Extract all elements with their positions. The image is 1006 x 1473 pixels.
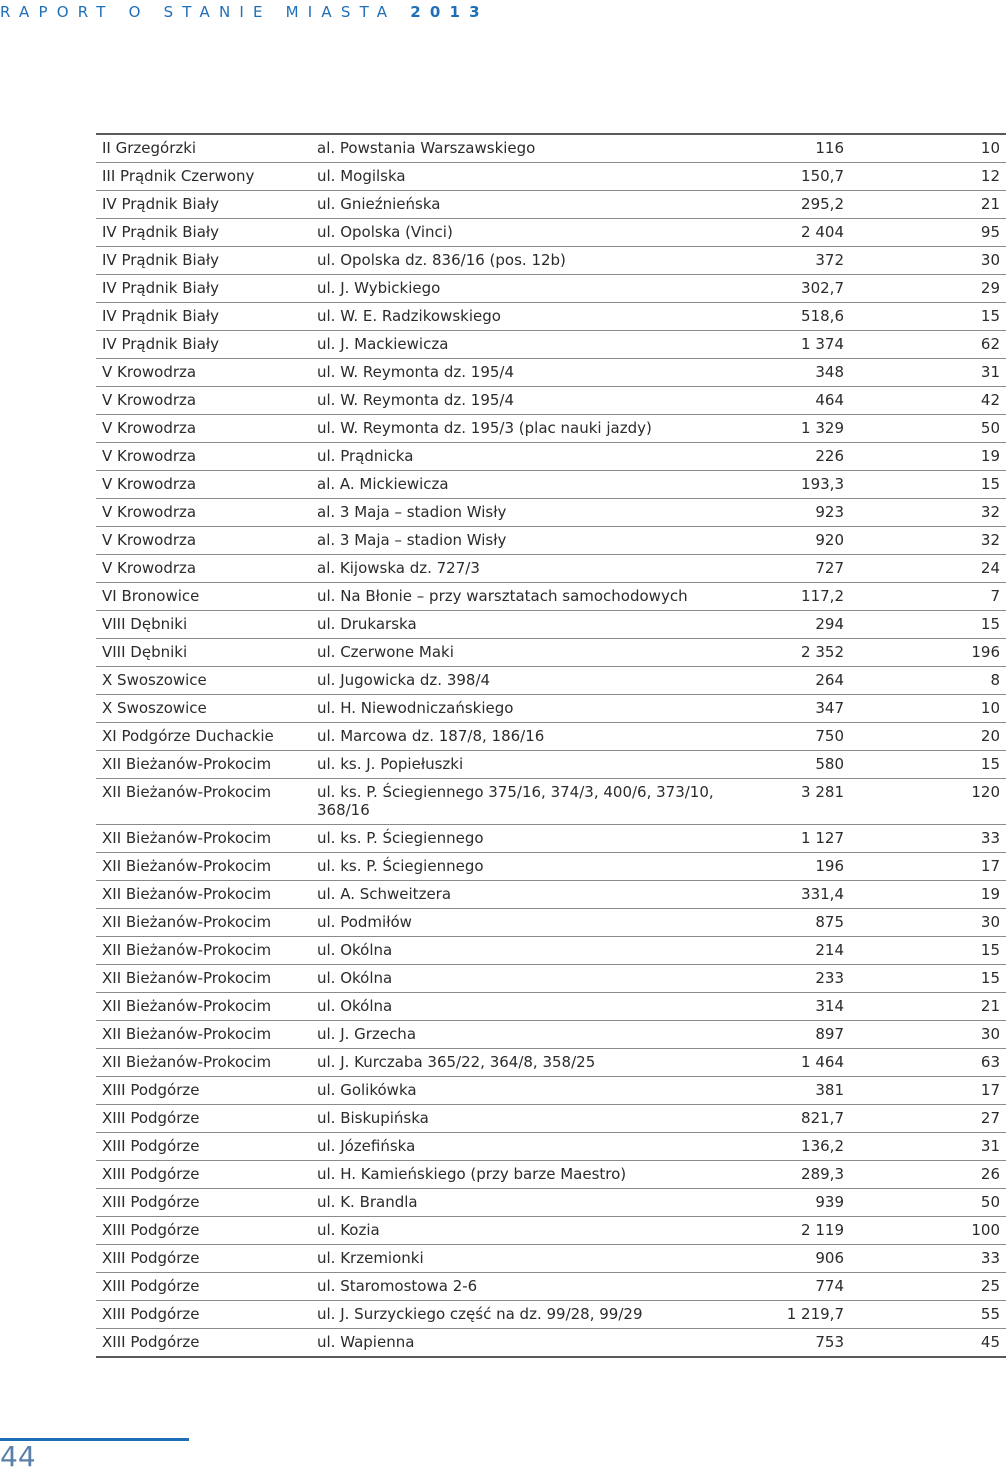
table-row — [96, 527, 1006, 555]
report-title: RAPORT O STANIE MIASTA — [0, 3, 397, 21]
location-cell: ul. ks. P. Ściegiennego — [311, 853, 748, 881]
district-cell: XIII Podgórze — [96, 1329, 311, 1358]
district-cell: IV Prądnik Biały — [96, 219, 311, 247]
location-cell: ul. Gnieźnieńska — [311, 191, 748, 219]
district-cell: XIII Podgórze — [96, 1273, 311, 1301]
district-cell: V Krowodrza — [96, 443, 311, 471]
spaces-cell: 95 — [850, 219, 1006, 247]
location-cell: ul. Marcowa dz. 187/8, 186/16 — [311, 723, 748, 751]
area-cell: 302,7 — [748, 275, 850, 303]
district-cell: V Krowodrza — [96, 387, 311, 415]
table-row — [96, 191, 1006, 219]
area-cell: 331,4 — [748, 881, 850, 909]
location-cell: ul. Jugowicka dz. 398/4 — [311, 667, 748, 695]
location-cell: ul. Opolska dz. 836/16 (pos. 12b) — [311, 247, 748, 275]
spaces-cell: 10 — [850, 134, 1006, 163]
spaces-cell: 7 — [850, 583, 1006, 611]
spaces-cell: 26 — [850, 1161, 1006, 1189]
table-row — [96, 387, 1006, 415]
spaces-cell: 196 — [850, 639, 1006, 667]
district-cell: VI Bronowice — [96, 583, 311, 611]
table-row — [96, 853, 1006, 881]
spaces-cell: 32 — [850, 527, 1006, 555]
table-row — [96, 723, 1006, 751]
spaces-cell: 30 — [850, 247, 1006, 275]
district-cell: IV Prądnik Biały — [96, 247, 311, 275]
area-cell: 295,2 — [748, 191, 850, 219]
district-cell: VIII Dębniki — [96, 611, 311, 639]
table-row — [96, 1021, 1006, 1049]
spaces-cell: 29 — [850, 275, 1006, 303]
area-cell: 117,2 — [748, 583, 850, 611]
spaces-cell: 8 — [850, 667, 1006, 695]
district-cell: XIII Podgórze — [96, 1217, 311, 1245]
spaces-cell: 24 — [850, 555, 1006, 583]
area-cell: 348 — [748, 359, 850, 387]
spaces-cell: 27 — [850, 1105, 1006, 1133]
location-cell: ul. W. Reymonta dz. 195/4 — [311, 387, 748, 415]
location-cell: ul. J. Mackiewicza — [311, 331, 748, 359]
table-row — [96, 555, 1006, 583]
area-cell: 821,7 — [748, 1105, 850, 1133]
table-row — [96, 1245, 1006, 1273]
location-cell: ul. Podmiłów — [311, 909, 748, 937]
spaces-cell: 100 — [850, 1217, 1006, 1245]
location-cell: ul. Na Błonie – przy warsztatach samochodowych — [311, 583, 748, 611]
district-cell: XII Bieżanów-Prokocim — [96, 937, 311, 965]
location-cell: ul. H. Niewodniczańskiego — [311, 695, 748, 723]
area-cell: 150,7 — [748, 163, 850, 191]
district-cell: XII Bieżanów-Prokocim — [96, 779, 311, 825]
district-cell: IV Prądnik Biały — [96, 191, 311, 219]
location-cell: al. Powstania Warszawskiego — [311, 134, 748, 163]
area-cell: 1 374 — [748, 331, 850, 359]
spaces-cell: 20 — [850, 723, 1006, 751]
table-row — [96, 1273, 1006, 1301]
location-cell: al. Kijowska dz. 727/3 — [311, 555, 748, 583]
spaces-cell: 15 — [850, 303, 1006, 331]
district-cell: XIII Podgórze — [96, 1077, 311, 1105]
district-cell: XII Bieżanów-Prokocim — [96, 965, 311, 993]
district-cell: X Swoszowice — [96, 667, 311, 695]
table-row — [96, 881, 1006, 909]
table-row — [96, 779, 1006, 825]
location-cell: ul. J. Wybickiego — [311, 275, 748, 303]
location-cell: ul. W. Reymonta dz. 195/3 (plac nauki jazdy) — [311, 415, 748, 443]
parking-table — [96, 133, 1006, 1358]
location-cell: ul. A. Schweitzera — [311, 881, 748, 909]
location-cell: ul. Okólna — [311, 993, 748, 1021]
district-cell: XII Bieżanów-Prokocim — [96, 825, 311, 853]
district-cell: V Krowodrza — [96, 471, 311, 499]
district-cell: XI Podgórze Duchackie — [96, 723, 311, 751]
district-cell: V Krowodrza — [96, 359, 311, 387]
table-row — [96, 639, 1006, 667]
table-row — [96, 909, 1006, 937]
table-row — [96, 1105, 1006, 1133]
district-cell: XII Bieżanów-Prokocim — [96, 751, 311, 779]
district-cell: IV Prądnik Biały — [96, 303, 311, 331]
area-cell: 464 — [748, 387, 850, 415]
location-cell: ul. Kozia — [311, 1217, 748, 1245]
table-row — [96, 937, 1006, 965]
table-row — [96, 583, 1006, 611]
table-row — [96, 219, 1006, 247]
district-cell: V Krowodrza — [96, 415, 311, 443]
district-cell: V Krowodrza — [96, 555, 311, 583]
table-row — [96, 1301, 1006, 1329]
area-cell: 372 — [748, 247, 850, 275]
area-cell: 294 — [748, 611, 850, 639]
area-cell: 518,6 — [748, 303, 850, 331]
location-cell: ul. W. E. Radzikowskiego — [311, 303, 748, 331]
district-cell: X Swoszowice — [96, 695, 311, 723]
spaces-cell: 63 — [850, 1049, 1006, 1077]
spaces-cell: 10 — [850, 695, 1006, 723]
area-cell: 1 329 — [748, 415, 850, 443]
location-cell: ul. K. Brandla — [311, 1189, 748, 1217]
location-cell: ul. J. Kurczaba 365/22, 364/8, 358/25 — [311, 1049, 748, 1077]
location-cell: ul. Opolska (Vinci) — [311, 219, 748, 247]
table-row — [96, 303, 1006, 331]
table-row — [96, 1077, 1006, 1105]
district-cell: V Krowodrza — [96, 527, 311, 555]
district-cell: XIII Podgórze — [96, 1161, 311, 1189]
table-row — [96, 499, 1006, 527]
district-cell: V Krowodrza — [96, 499, 311, 527]
table-row — [96, 1217, 1006, 1245]
table-row — [96, 1133, 1006, 1161]
district-cell: XII Bieżanów-Prokocim — [96, 1021, 311, 1049]
area-cell: 923 — [748, 499, 850, 527]
area-cell: 2 119 — [748, 1217, 850, 1245]
district-cell: IV Prądnik Biały — [96, 331, 311, 359]
table-row — [96, 667, 1006, 695]
area-cell: 314 — [748, 993, 850, 1021]
report-header — [0, 3, 489, 21]
table-row — [96, 695, 1006, 723]
area-cell: 906 — [748, 1245, 850, 1273]
location-cell: ul. Okólna — [311, 937, 748, 965]
area-cell: 920 — [748, 527, 850, 555]
location-cell: ul. J. Surzyckiego część na dz. 99/28, 99/29 — [311, 1301, 748, 1329]
location-cell: ul. ks. J. Popiełuszki — [311, 751, 748, 779]
spaces-cell: 17 — [850, 853, 1006, 881]
location-cell: ul. Biskupińska — [311, 1105, 748, 1133]
spaces-cell: 15 — [850, 611, 1006, 639]
spaces-cell: 21 — [850, 993, 1006, 1021]
area-cell: 264 — [748, 667, 850, 695]
location-cell: ul. Wapienna — [311, 1329, 748, 1358]
area-cell: 2 404 — [748, 219, 850, 247]
location-cell: ul. Krzemionki — [311, 1245, 748, 1273]
area-cell: 1 127 — [748, 825, 850, 853]
spaces-cell: 55 — [850, 1301, 1006, 1329]
location-cell: ul. Czerwone Maki — [311, 639, 748, 667]
spaces-cell: 42 — [850, 387, 1006, 415]
spaces-cell: 32 — [850, 499, 1006, 527]
table-row — [96, 471, 1006, 499]
location-cell: ul. Drukarska — [311, 611, 748, 639]
district-cell: XII Bieżanów-Prokocim — [96, 993, 311, 1021]
location-cell: ul. Mogilska — [311, 163, 748, 191]
area-cell: 196 — [748, 853, 850, 881]
table-row — [96, 415, 1006, 443]
table-row — [96, 359, 1006, 387]
location-cell: ul. ks. P. Ściegiennego — [311, 825, 748, 853]
table-row — [96, 1161, 1006, 1189]
spaces-cell: 31 — [850, 359, 1006, 387]
area-cell: 347 — [748, 695, 850, 723]
district-cell: VIII Dębniki — [96, 639, 311, 667]
table-row — [96, 1189, 1006, 1217]
location-cell: ul. H. Kamieńskiego (przy barze Maestro) — [311, 1161, 748, 1189]
table-row — [96, 965, 1006, 993]
district-cell: III Prądnik Czerwony — [96, 163, 311, 191]
spaces-cell: 50 — [850, 415, 1006, 443]
district-cell: XII Bieżanów-Prokocim — [96, 881, 311, 909]
spaces-cell: 30 — [850, 1021, 1006, 1049]
district-cell: XIII Podgórze — [96, 1105, 311, 1133]
area-cell: 1 464 — [748, 1049, 850, 1077]
location-cell: al. 3 Maja – stadion Wisły — [311, 527, 748, 555]
spaces-cell: 17 — [850, 1077, 1006, 1105]
district-cell: XII Bieżanów-Prokocim — [96, 1049, 311, 1077]
spaces-cell: 120 — [850, 779, 1006, 825]
table-row — [96, 993, 1006, 1021]
location-cell: ul. Staromostowa 2-6 — [311, 1273, 748, 1301]
spaces-cell: 19 — [850, 881, 1006, 909]
district-cell: II Grzegórzki — [96, 134, 311, 163]
page-number: 44 — [0, 1440, 36, 1473]
spaces-cell: 21 — [850, 191, 1006, 219]
district-cell: IV Prądnik Biały — [96, 275, 311, 303]
location-cell: al. 3 Maja – stadion Wisły — [311, 499, 748, 527]
location-cell: ul. J. Grzecha — [311, 1021, 748, 1049]
area-cell: 3 281 — [748, 779, 850, 825]
area-cell: 214 — [748, 937, 850, 965]
area-cell: 233 — [748, 965, 850, 993]
table-row — [96, 331, 1006, 359]
table-row — [96, 1049, 1006, 1077]
spaces-cell: 45 — [850, 1329, 1006, 1358]
location-cell: ul. W. Reymonta dz. 195/4 — [311, 359, 748, 387]
location-cell: ul. ks. P. Ściegiennego 375/16, 374/3, 400/6, 373/10, 368/16 — [311, 779, 748, 825]
district-cell: XIII Podgórze — [96, 1245, 311, 1273]
spaces-cell: 19 — [850, 443, 1006, 471]
area-cell: 289,3 — [748, 1161, 850, 1189]
spaces-cell: 33 — [850, 1245, 1006, 1273]
location-cell: ul. Prądnicka — [311, 443, 748, 471]
area-cell: 2 352 — [748, 639, 850, 667]
table-row — [96, 163, 1006, 191]
table-row — [96, 1329, 1006, 1358]
table-row — [96, 275, 1006, 303]
spaces-cell: 30 — [850, 909, 1006, 937]
area-cell: 580 — [748, 751, 850, 779]
spaces-cell: 25 — [850, 1273, 1006, 1301]
area-cell: 136,2 — [748, 1133, 850, 1161]
area-cell: 727 — [748, 555, 850, 583]
district-cell: XII Bieżanów-Prokocim — [96, 853, 311, 881]
table-row — [96, 134, 1006, 163]
area-cell: 774 — [748, 1273, 850, 1301]
spaces-cell: 50 — [850, 1189, 1006, 1217]
location-cell: al. A. Mickiewicza — [311, 471, 748, 499]
district-cell: XIII Podgórze — [96, 1189, 311, 1217]
table-row — [96, 751, 1006, 779]
table-row — [96, 825, 1006, 853]
spaces-cell: 15 — [850, 937, 1006, 965]
area-cell: 116 — [748, 134, 850, 163]
spaces-cell: 15 — [850, 471, 1006, 499]
spaces-cell: 33 — [850, 825, 1006, 853]
table-row — [96, 611, 1006, 639]
spaces-cell: 15 — [850, 965, 1006, 993]
area-cell: 875 — [748, 909, 850, 937]
district-cell: XIII Podgórze — [96, 1133, 311, 1161]
area-cell: 939 — [748, 1189, 850, 1217]
area-cell: 897 — [748, 1021, 850, 1049]
area-cell: 750 — [748, 723, 850, 751]
spaces-cell: 15 — [850, 751, 1006, 779]
area-cell: 1 219,7 — [748, 1301, 850, 1329]
location-cell: ul. Golikówka — [311, 1077, 748, 1105]
area-cell: 193,3 — [748, 471, 850, 499]
spaces-cell: 31 — [850, 1133, 1006, 1161]
table-row — [96, 443, 1006, 471]
area-cell: 381 — [748, 1077, 850, 1105]
report-year: 2013 — [410, 3, 489, 21]
location-cell: ul. Józefińska — [311, 1133, 748, 1161]
spaces-cell: 62 — [850, 331, 1006, 359]
area-cell: 226 — [748, 443, 850, 471]
spaces-cell: 12 — [850, 163, 1006, 191]
district-cell: XIII Podgórze — [96, 1301, 311, 1329]
district-cell: XII Bieżanów-Prokocim — [96, 909, 311, 937]
location-cell: ul. Okólna — [311, 965, 748, 993]
area-cell: 753 — [748, 1329, 850, 1358]
table-row — [96, 247, 1006, 275]
